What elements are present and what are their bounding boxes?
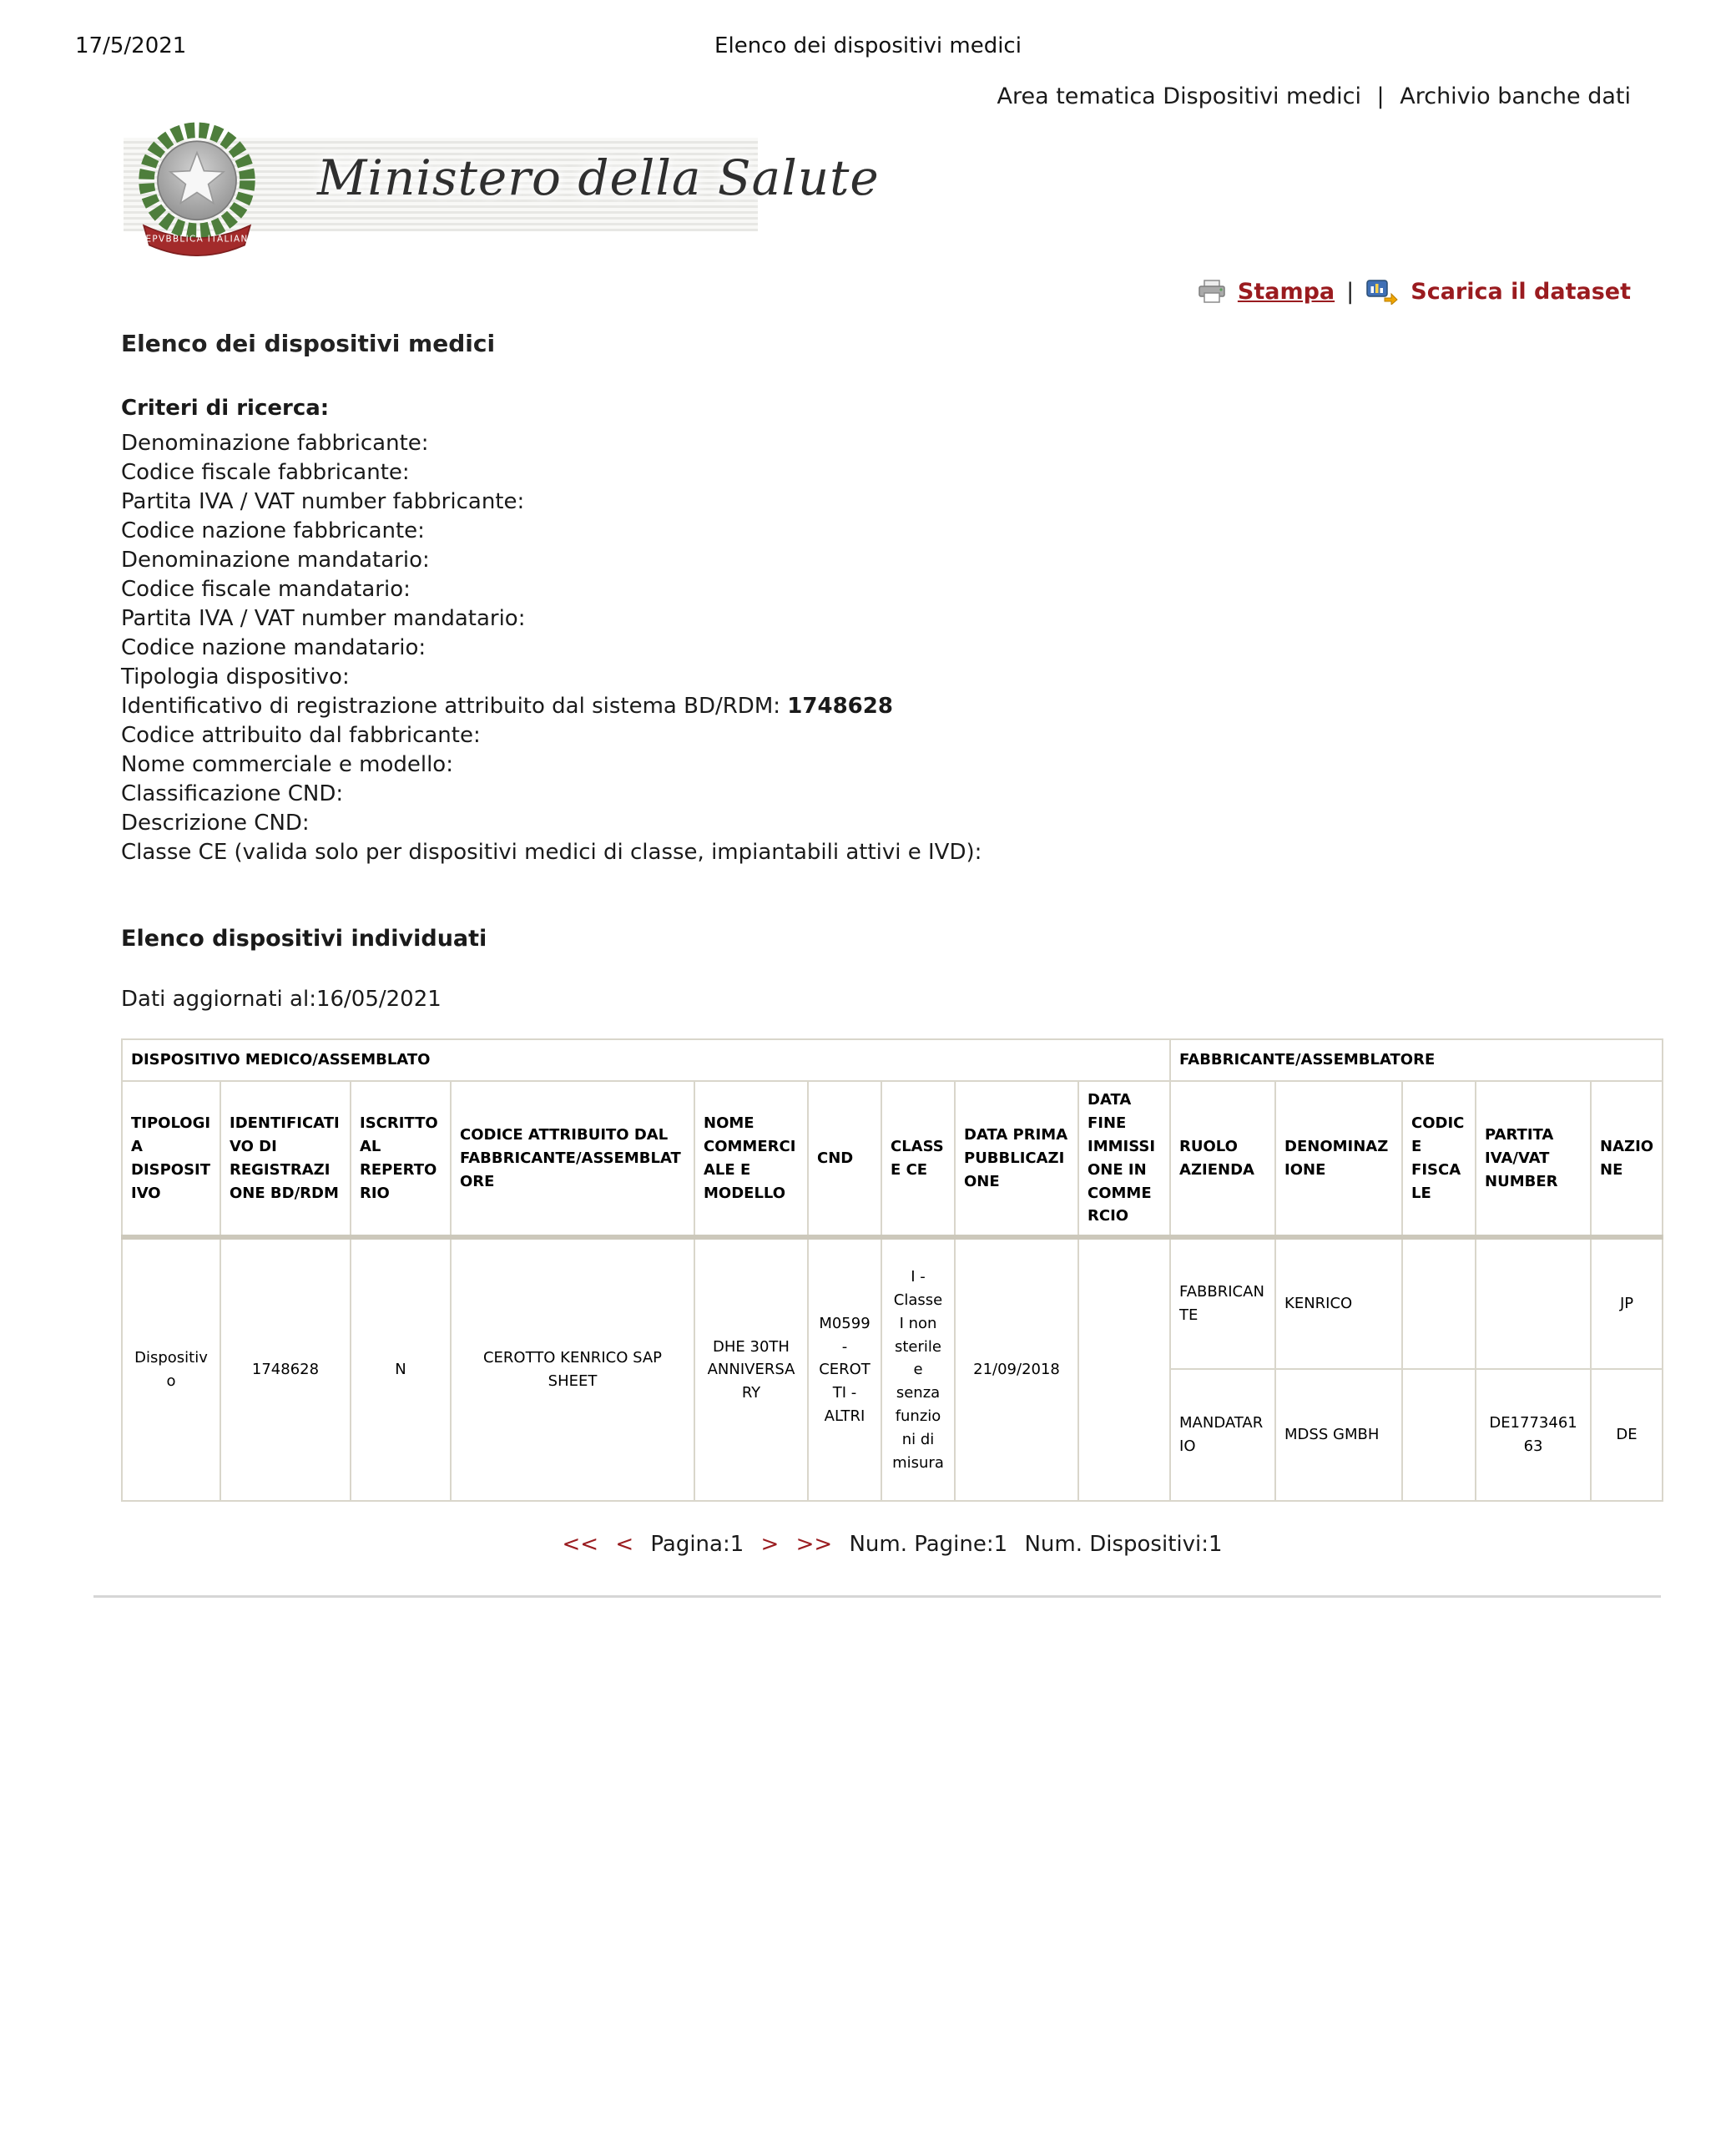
nav-separator: |	[1376, 83, 1385, 109]
criteria-item	[121, 517, 1663, 546]
cell-denominazione-fabbricante: KENRICO	[1275, 1237, 1402, 1369]
criteria-value-bdrdm: 1748628	[787, 694, 893, 719]
main-content	[121, 330, 1663, 1502]
criteria-label: Identificativo di registrazione attribuito dal sistema BD/RDM:	[121, 694, 781, 719]
criteria-item	[121, 429, 1663, 458]
cell-cnd: M0599 - CEROTTI - ALTRI	[808, 1237, 881, 1501]
cell-classe-ce: I - Classe I non sterile e senza funzioni di misura	[881, 1237, 955, 1501]
pagination-bar	[121, 1532, 1663, 1557]
criteria-label: Codice fiscale mandatario:	[121, 577, 411, 602]
print-title: Elenco dei dispositivi medici	[714, 33, 1022, 58]
criteria-label: Denominazione fabbricante:	[121, 431, 429, 456]
criteria-item	[121, 809, 1663, 838]
ministry-logo[interactable]	[124, 116, 880, 260]
criteria-item	[121, 488, 1663, 517]
criteria-item	[121, 692, 1663, 721]
pagination-prev-button[interactable]: <	[615, 1532, 634, 1558]
pagination-next-button[interactable]: >	[760, 1532, 780, 1558]
criteria-item	[121, 634, 1663, 663]
print-date: 17/5/2021	[75, 33, 187, 58]
results-heading: Elenco dispositivi individuati	[121, 926, 487, 952]
page-title: Elenco dei dispositivi medici	[121, 330, 496, 357]
device-row-company-1	[122, 1237, 1663, 1369]
criteria-item	[121, 458, 1663, 488]
criteria-label: Denominazione mandatario:	[121, 548, 430, 573]
nav-archivio-banche-dati[interactable]: Archivio banche dati	[1400, 83, 1631, 109]
criteria-label: Tipologia dispositivo:	[121, 664, 350, 690]
scarica-dataset-link[interactable]: Scarica il dataset	[1410, 278, 1631, 305]
cell-iscritto: N	[351, 1237, 451, 1501]
emblem-ribbon-text: REPVBBLICA ITALIANA	[138, 234, 256, 245]
col-header-partita-iva: PARTITA IVA/VAT NUMBER	[1476, 1081, 1591, 1237]
actions-separator: |	[1346, 278, 1355, 305]
criteria-label: Descrizione CND:	[121, 811, 310, 836]
col-header-tipologia: TIPOLOGIA DISPOSITIVO	[122, 1081, 220, 1237]
criteria-label: Codice nazione fabbricante:	[121, 518, 425, 543]
cell-ruolo-fabbricante: FABBRICANTE	[1170, 1237, 1275, 1369]
criteria-item	[121, 750, 1663, 780]
group-header-fabbricante: FABBRICANTE/ASSEMBLATORE	[1170, 1039, 1663, 1081]
criteria-list	[121, 429, 1663, 867]
cell-data-fine	[1078, 1237, 1170, 1501]
cell-codice-fiscale-fabbricante	[1402, 1237, 1476, 1369]
criteria-item	[121, 575, 1663, 604]
criteria-heading: Criteri di ricerca:	[121, 396, 330, 421]
col-header-nome-commerciale: NOME COMMERCIALE E MODELLO	[694, 1081, 808, 1237]
col-header-codice-fiscale: CODICE FISCALE	[1402, 1081, 1476, 1237]
cell-identificativo: 1748628	[220, 1237, 351, 1501]
criteria-item	[121, 663, 1663, 692]
cell-codice-fiscale-mandatario	[1402, 1369, 1476, 1501]
col-header-classe-ce: CLASSE CE	[881, 1081, 955, 1237]
criteria-item	[121, 604, 1663, 634]
table-group-header-row	[122, 1039, 1663, 1081]
table-column-header-row	[122, 1081, 1663, 1237]
logo-script-text: Ministero della Salute	[317, 149, 880, 206]
col-header-cnd: CND	[808, 1081, 881, 1237]
pagination-first-button[interactable]: <<	[562, 1532, 599, 1558]
col-header-denominazione: DENOMINAZIONE	[1275, 1081, 1402, 1237]
col-header-data-prima-pubblicazione: DATA PRIMA PUBBLICAZIONE	[955, 1081, 1078, 1237]
col-header-data-fine: DATA FINE IMMISSIONE IN COMMERCIO	[1078, 1081, 1170, 1237]
criteria-label: Partita IVA / VAT number mandatario:	[121, 606, 526, 631]
cell-partita-iva-fabbricante	[1476, 1237, 1591, 1369]
criteria-item	[121, 780, 1663, 809]
cell-ruolo-mandatario: MANDATARIO	[1170, 1369, 1275, 1501]
updated-date-line: Dati aggiornati al:16/05/2021	[121, 987, 442, 1012]
stampa-link[interactable]: Stampa	[1237, 278, 1335, 305]
cell-nazione-mandatario: DE	[1591, 1369, 1663, 1501]
pagination-num-pages: Num. Pagine:1	[849, 1532, 1008, 1558]
col-header-identificativo: IDENTIFICATIVO DI REGISTRAZIONE BD/RDM	[220, 1081, 351, 1237]
col-header-codice-fabbricante: CODICE ATTRIBUITO DAL FABBRICANTE/ASSEMBLATORE	[451, 1081, 694, 1237]
cell-nazione-fabbricante: JP	[1591, 1237, 1663, 1369]
cell-denominazione-mandatario: MDSS GMBH	[1275, 1369, 1402, 1501]
criteria-label: Codice fiscale fabbricante:	[121, 460, 410, 485]
bottom-divider	[93, 1595, 1661, 1598]
cell-codice-fabbricante: CEROTTO KENRICO SAP SHEET	[451, 1237, 694, 1501]
group-header-dispositivo: DISPOSITIVO MEDICO/ASSEMBLATO	[122, 1039, 1170, 1081]
criteria-label: Codice nazione mandatario:	[121, 635, 426, 660]
results-table	[121, 1038, 1663, 1502]
print-header	[0, 0, 1736, 58]
printer-icon[interactable]	[1198, 279, 1226, 304]
col-header-iscritto: ISCRITTO AL REPERTORIO	[351, 1081, 451, 1237]
criteria-label: Nome commerciale e modello:	[121, 752, 453, 777]
pagination-page-label: Pagina:1	[650, 1532, 744, 1558]
cell-tipologia: Dispositivo	[122, 1237, 220, 1501]
top-nav	[0, 83, 1736, 109]
cell-nome-commerciale: DHE 30TH ANNIVERSARY	[694, 1237, 808, 1501]
criteria-item	[121, 838, 1663, 867]
criteria-item	[121, 546, 1663, 575]
cell-data-prima-pubblicazione: 21/09/2018	[955, 1237, 1078, 1501]
cell-partita-iva-mandatario: DE177346163	[1476, 1369, 1591, 1501]
criteria-item	[121, 721, 1663, 750]
download-dataset-icon[interactable]	[1365, 278, 1399, 305]
pagination-last-button[interactable]: >>	[795, 1532, 833, 1558]
col-header-nazione: NAZIONE	[1591, 1081, 1663, 1237]
col-header-ruolo-azienda: RUOLO AZIENDA	[1170, 1081, 1275, 1237]
actions-bar	[0, 278, 1736, 305]
criteria-label: Classe CE (valida solo per dispositivi medici di classe, impiantabili attivi e IVD):	[121, 840, 982, 865]
pagination-num-devices: Num. Dispositivi:1	[1024, 1532, 1223, 1558]
criteria-label: Classificazione CND:	[121, 781, 344, 806]
criteria-label: Partita IVA / VAT number fabbricante:	[121, 489, 525, 514]
nav-area-tematica[interactable]: Area tematica Dispositivi medici	[997, 83, 1361, 109]
italy-emblem-icon	[127, 116, 267, 256]
criteria-label: Codice attribuito dal fabbricante:	[121, 723, 481, 748]
